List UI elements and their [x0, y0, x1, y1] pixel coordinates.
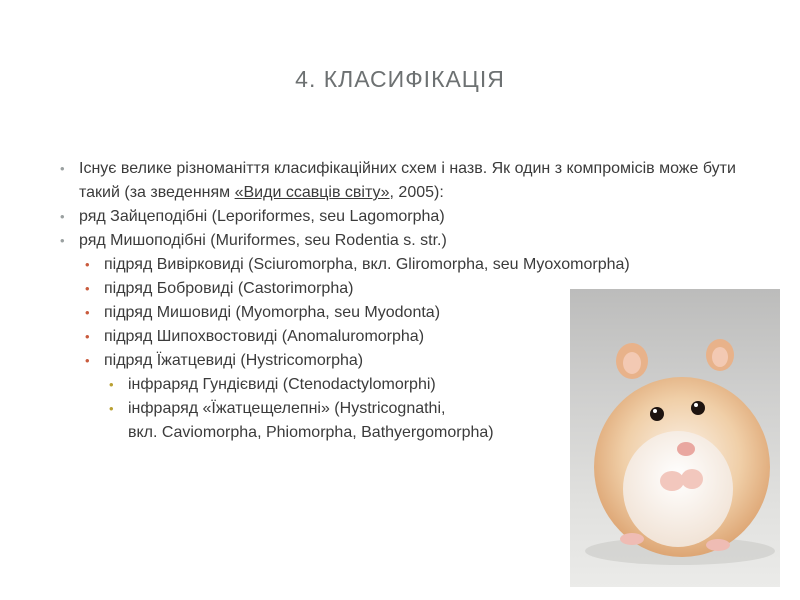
item-text: підряд Мишовиді (Myomorpha, seu Myodonta) [104, 304, 441, 321]
bullet-marker: • [85, 329, 90, 344]
list-item [60, 205, 740, 229]
hamster-paw-right [681, 469, 703, 489]
slide-title: 4. КЛАСИФІКАЦІЯ [295, 66, 505, 92]
hamster-foot-right [706, 539, 730, 551]
source-link[interactable]: «Види ссавців світу» [234, 184, 390, 201]
hamster-nose [677, 442, 695, 456]
bullet-marker: • [60, 161, 65, 176]
bullet-marker: • [85, 257, 90, 272]
item-text: підряд Бобровиді (Castorimorpha) [104, 280, 354, 297]
list-item [60, 157, 740, 205]
hamster-paw-left [660, 471, 684, 491]
item-text: підряд Вивірковиді (Sciuromorpha, вкл. Gliromorpha, seu Myoxomorpha) [104, 256, 630, 273]
item-text: інфраряд Гундієвиді (Ctenodactylomorphi) [128, 376, 436, 393]
item-text: підряд Їжатцевиді (Hystricomorpha) [104, 352, 364, 369]
bullet-marker: • [85, 353, 90, 368]
item-text: ряд Зайцеподібні (Leporiformes, seu Lagomorpha) [79, 208, 445, 225]
bullet-marker: • [60, 233, 65, 248]
hamster-eye-left [650, 407, 664, 421]
bullet-marker: • [85, 281, 90, 296]
hamster-illustration [570, 289, 780, 587]
list-item [60, 229, 740, 253]
eye-highlight [653, 409, 657, 413]
hamster-ear-left-inner [623, 352, 641, 374]
eye-highlight [694, 403, 698, 407]
hamster-eye-right [691, 401, 705, 415]
bullet-marker: • [109, 377, 114, 392]
item-text: Існує велике різноманіття класифікаційних схем і назв. Як один з компромісів може бути такий (за зведенням [79, 160, 736, 201]
hamster-foot-left [620, 533, 644, 545]
item-text: ряд Мишоподібні (Muriformes, seu Rodentia s. str.) [79, 232, 447, 249]
bullet-marker: • [85, 305, 90, 320]
list-item [60, 253, 740, 277]
item-text: інфраряд «Їжатцещелепні» (Hystricognathi, [128, 400, 446, 417]
bullet-marker: • [60, 209, 65, 224]
item-text: вкл. Caviomorpha, Phiomorpha, Bathyergomorpha) [128, 424, 494, 441]
item-text: , 2005): [389, 184, 444, 201]
hamster-photo [570, 289, 780, 587]
bullet-marker: • [109, 401, 114, 416]
hamster-ear-right-inner [712, 347, 728, 367]
item-text: підряд Шипохвостовиді (Anomaluromorpha) [104, 328, 425, 345]
